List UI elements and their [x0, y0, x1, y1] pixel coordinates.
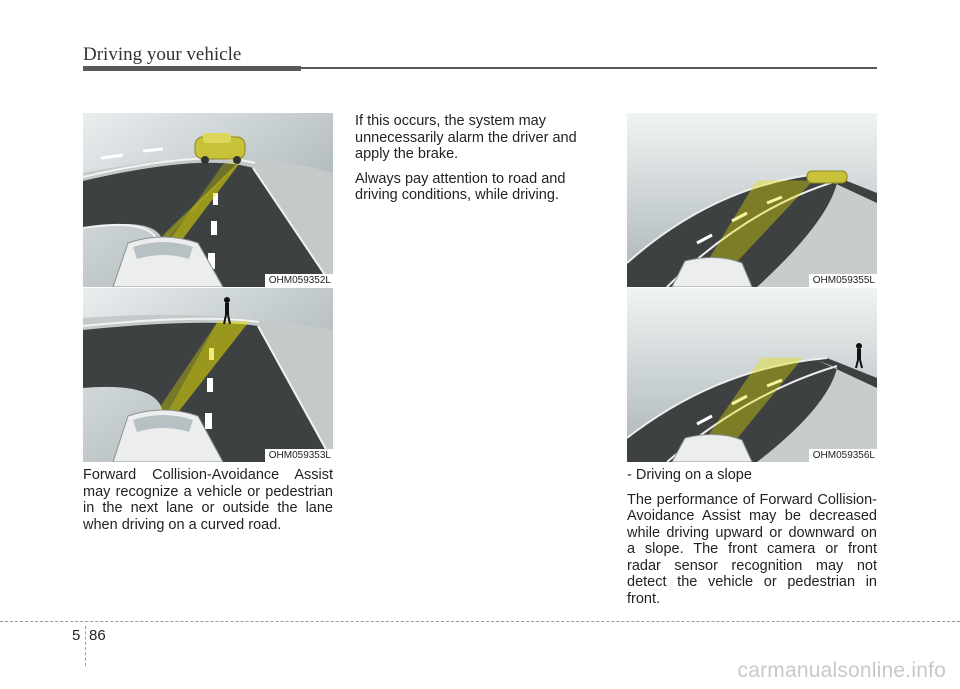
curved-road-vehicle-illustration [83, 113, 333, 287]
figure-code: OHM059352L [265, 274, 333, 287]
footer-vertical-divider [85, 626, 86, 666]
curved-road-pedestrian-illustration [83, 288, 333, 462]
header-title: Driving your vehicle [83, 44, 242, 65]
footer-divider [0, 621, 960, 622]
curved-road-paragraph: Forward Collision-Avoidance Assist may recognize a vehicle or pedestrian in the next lane or outside the lane when driving on a curved road. [83, 467, 333, 533]
watermark: carmanualsonline.info [737, 659, 946, 682]
page-number: 86 [89, 627, 106, 644]
middle-column-text [355, 113, 606, 212]
figure-code: OHM059356L [809, 449, 877, 462]
figure-code: OHM059353L [265, 449, 333, 462]
right-column-text [627, 467, 877, 615]
header-rule-thick [83, 66, 301, 71]
unnecessary-alarm-paragraph: If this occurs, the system may unnecessarily alarm the driver and apply the brake. [355, 113, 577, 162]
slope-pedestrian-illustration [627, 288, 877, 462]
figure-slope-vehicle [627, 113, 877, 287]
pay-attention-paragraph: Always pay attention to road and driving conditions, while driving. [355, 170, 566, 203]
slope-vehicle-illustration [627, 113, 877, 287]
figure-curved-road-pedestrian [83, 288, 333, 462]
figure-slope-pedestrian [627, 288, 877, 462]
header-rule-thin [301, 67, 877, 69]
chapter-number: 5 [72, 627, 81, 644]
slope-paragraph: The performance of Forward Collision-Avoidance Assist may be decreased while driving upward or downward on a slope. The front camera or front radar sensor recognition may not detect the vehicle or pedestrian in front. [627, 491, 877, 607]
left-column-text [83, 467, 333, 541]
figure-code: OHM059355L [809, 274, 877, 287]
figure-curved-road-vehicle [83, 113, 333, 287]
slope-heading: - Driving on a slope [627, 467, 752, 483]
